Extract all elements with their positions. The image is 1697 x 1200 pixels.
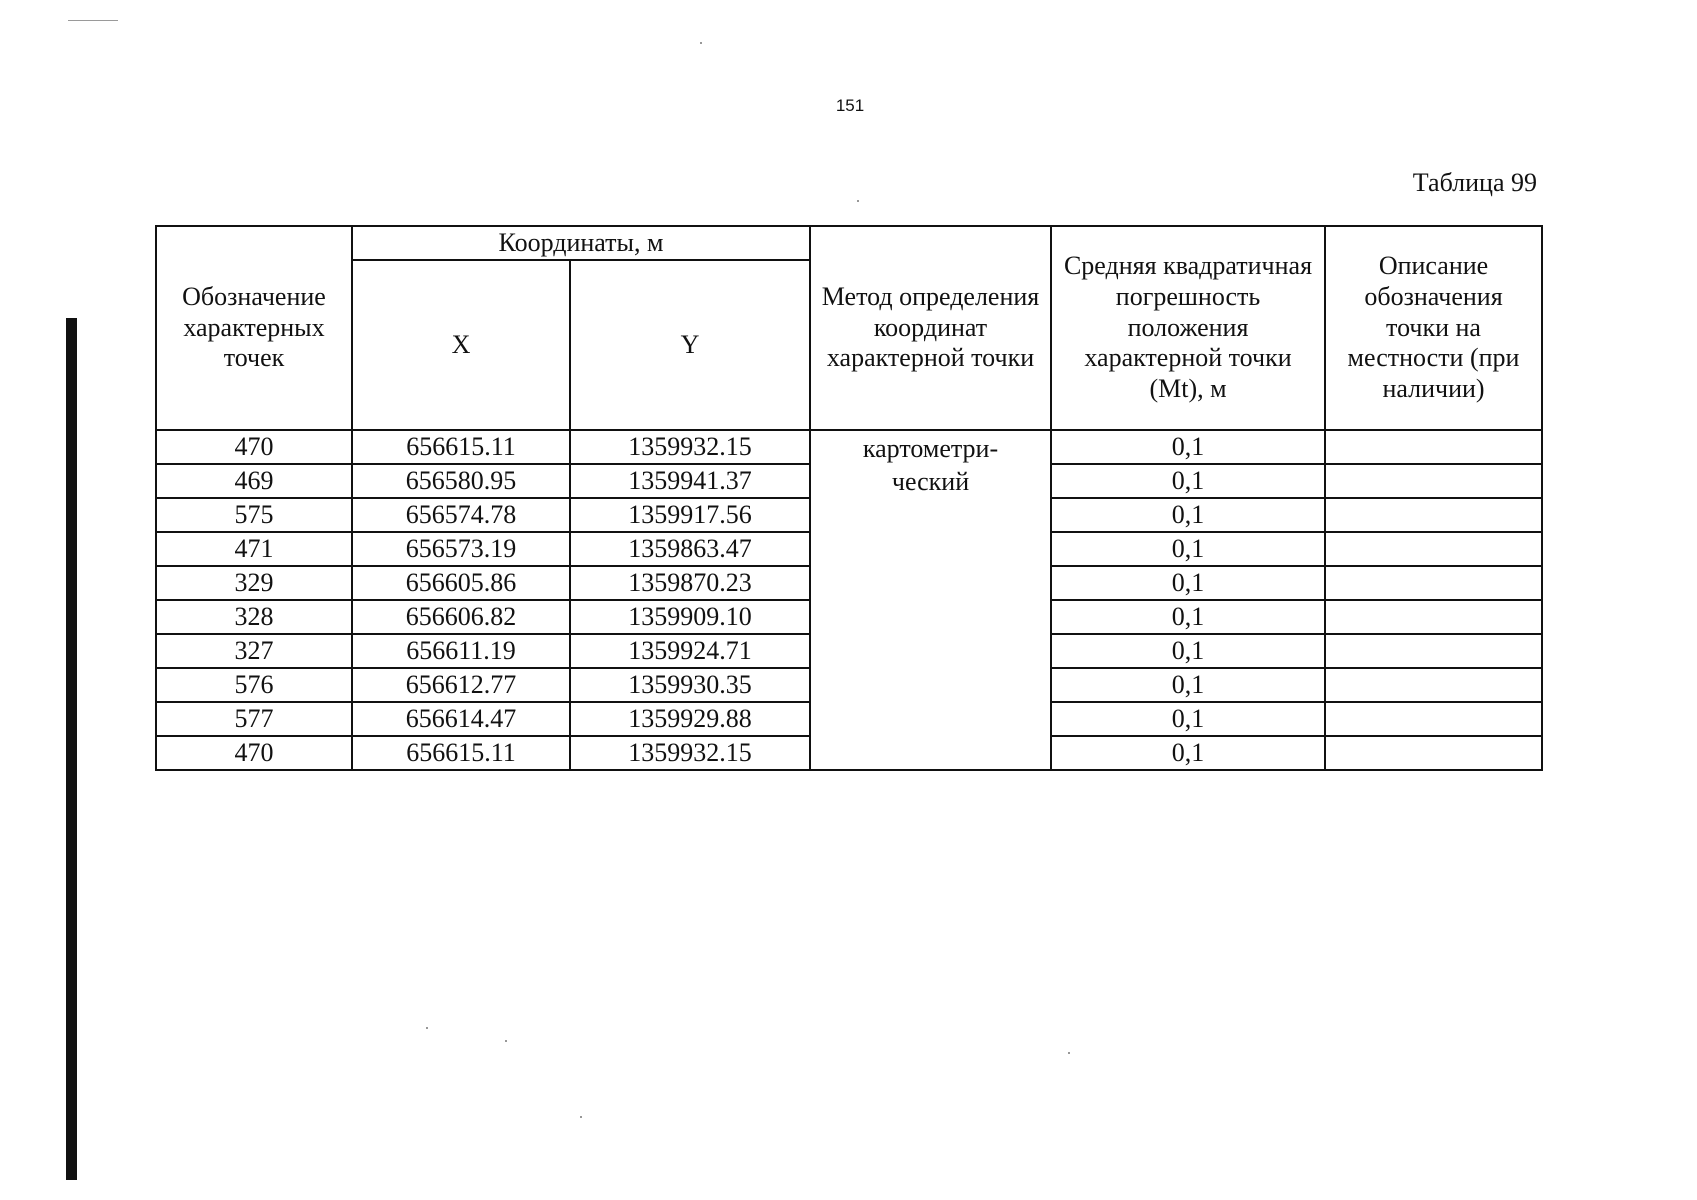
coordinates-table	[155, 225, 1543, 771]
method-line: ческий	[891, 466, 970, 496]
cell-point: 470	[156, 430, 352, 464]
scan-top-rule	[68, 20, 118, 21]
cell-x: 656573.19	[352, 532, 570, 566]
scan-speck	[426, 1027, 428, 1029]
header-error: Средняя квадратичная погрешность положения характерной точки (Mt), м	[1051, 226, 1325, 430]
cell-y: 1359909.10	[570, 600, 810, 634]
cell-description	[1325, 498, 1542, 532]
cell-error: 0,1	[1051, 464, 1325, 498]
cell-y: 1359930.35	[570, 668, 810, 702]
cell-point: 471	[156, 532, 352, 566]
scan-speck	[505, 1040, 507, 1042]
cell-y: 1359941.37	[570, 464, 810, 498]
header-coordinates: Координаты, м	[352, 226, 810, 260]
cell-error: 0,1	[1051, 532, 1325, 566]
cell-x: 656615.11	[352, 736, 570, 770]
cell-point: 328	[156, 600, 352, 634]
cell-y: 1359917.56	[570, 498, 810, 532]
table-row	[156, 430, 1542, 464]
cell-x: 656614.47	[352, 702, 570, 736]
page-number: 151	[835, 96, 865, 115]
cell-y: 1359932.15	[570, 430, 810, 464]
cell-point: 329	[156, 566, 352, 600]
cell-description	[1325, 430, 1542, 464]
header-method: Метод определения координат характерной точки	[810, 226, 1051, 430]
header-description: Описание обозначения точки на местности (при наличии)	[1325, 226, 1542, 430]
cell-x: 656580.95	[352, 464, 570, 498]
cell-x: 656606.82	[352, 600, 570, 634]
cell-point: 575	[156, 498, 352, 532]
header-point: Обозначение характерных точек	[156, 226, 352, 430]
cell-error: 0,1	[1051, 498, 1325, 532]
cell-point: 577	[156, 702, 352, 736]
cell-y: 1359924.71	[570, 634, 810, 668]
cell-point: 327	[156, 634, 352, 668]
scan-speck	[857, 200, 859, 202]
header-y: Y	[570, 260, 810, 430]
cell-error: 0,1	[1051, 600, 1325, 634]
header-x: X	[352, 260, 570, 430]
cell-x: 656605.86	[352, 566, 570, 600]
cell-point: 470	[156, 736, 352, 770]
cell-point: 469	[156, 464, 352, 498]
cell-error: 0,1	[1051, 702, 1325, 736]
cell-error: 0,1	[1051, 634, 1325, 668]
cell-description	[1325, 600, 1542, 634]
cell-description	[1325, 566, 1542, 600]
cell-y: 1359863.47	[570, 532, 810, 566]
scan-edge-bar	[66, 318, 77, 1180]
cell-x: 656611.19	[352, 634, 570, 668]
cell-description	[1325, 464, 1542, 498]
cell-description	[1325, 668, 1542, 702]
scan-speck	[700, 42, 702, 44]
cell-error: 0,1	[1051, 736, 1325, 770]
cell-error: 0,1	[1051, 566, 1325, 600]
cell-x: 656612.77	[352, 668, 570, 702]
cell-point: 576	[156, 668, 352, 702]
cell-y: 1359932.15	[570, 736, 810, 770]
scan-speck	[580, 1116, 582, 1118]
method-line: картометри-	[862, 434, 999, 463]
cell-description	[1325, 532, 1542, 566]
cell-error: 0,1	[1051, 668, 1325, 702]
cell-x: 656615.11	[352, 430, 570, 464]
cell-y: 1359870.23	[570, 566, 810, 600]
scan-speck	[1068, 1052, 1070, 1054]
cell-error: 0,1	[1051, 430, 1325, 464]
cell-description	[1325, 702, 1542, 736]
cell-x: 656574.78	[352, 498, 570, 532]
cell-description	[1325, 736, 1542, 770]
table-caption: Таблица 99	[1412, 168, 1537, 197]
cell-description	[1325, 634, 1542, 668]
cell-y: 1359929.88	[570, 702, 810, 736]
cell-method	[810, 430, 1051, 770]
